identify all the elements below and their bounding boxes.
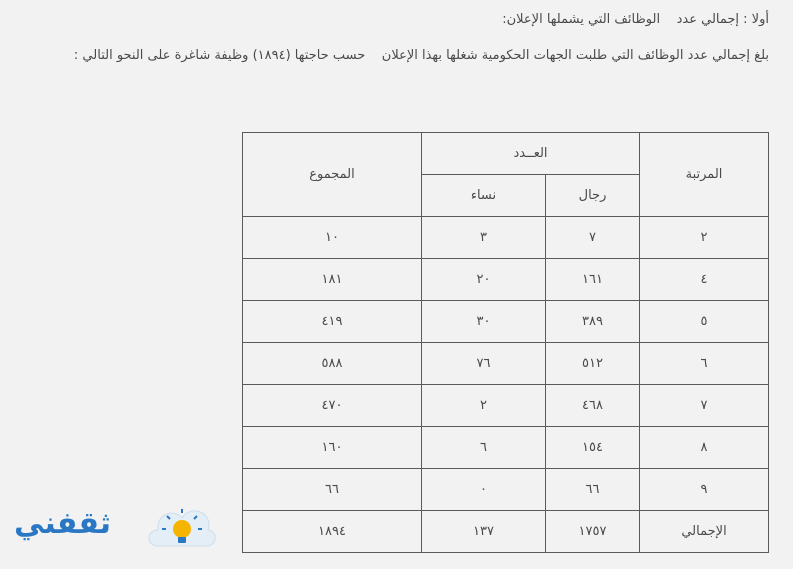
- site-logo[interactable]: [14, 500, 214, 560]
- table-row: [243, 469, 769, 511]
- cell-rank: ٥: [640, 301, 769, 343]
- totals-men: ١٧٥٧: [546, 511, 640, 553]
- cell-men: ٧: [546, 217, 640, 259]
- totals-total: ١٨٩٤: [243, 511, 422, 553]
- table-row: [243, 427, 769, 469]
- intro-paragraph: بلغ إجمالي عدد الوظائف التي طلبت الجهات الحكومية شغلها بهذا الإعلان حسب حاجتها (١٨٩٤) وظيفة شاغرة على النحو التالي :: [73, 48, 769, 63]
- cell-men: ٦٦: [546, 469, 640, 511]
- jobs-table: [242, 132, 769, 553]
- header-women: نساء: [422, 175, 546, 217]
- header-total: المجموع: [243, 133, 422, 217]
- totals-women: ١٣٧: [422, 511, 546, 553]
- totals-row: [243, 511, 769, 553]
- cell-rank: ٤: [640, 259, 769, 301]
- cell-total: ٤٧٠: [243, 385, 422, 427]
- totals-label: الإجمالي: [640, 511, 769, 553]
- section-heading: أولا : إجمالي عدد الوظائف التي يشملها الإعلان:: [502, 12, 769, 27]
- table-row: [243, 217, 769, 259]
- cell-total: ٥٨٨: [243, 343, 422, 385]
- cell-total: ٦٦: [243, 469, 422, 511]
- cell-women: ٢٠: [422, 259, 546, 301]
- table-row: [243, 301, 769, 343]
- cell-rank: ٨: [640, 427, 769, 469]
- lightbulb-icon: [144, 500, 218, 558]
- cell-total: ١٦٠: [243, 427, 422, 469]
- header-rank: المرتبة: [640, 133, 769, 217]
- cell-rank: ٦: [640, 343, 769, 385]
- cell-total: ١٠: [243, 217, 422, 259]
- cell-women: ٣٠: [422, 301, 546, 343]
- table-row: [243, 385, 769, 427]
- table-row: [243, 343, 769, 385]
- table-row: [243, 259, 769, 301]
- cell-men: ٥١٢: [546, 343, 640, 385]
- cell-rank: ٢: [640, 217, 769, 259]
- cell-men: ٣٨٩: [546, 301, 640, 343]
- logo-text: ثقفني: [14, 506, 112, 541]
- header-men: رجال: [546, 175, 640, 217]
- cell-women: ٢: [422, 385, 546, 427]
- cell-women: ٧٦: [422, 343, 546, 385]
- cell-total: ٤١٩: [243, 301, 422, 343]
- header-count: العــدد: [422, 133, 640, 175]
- cell-women: ٣: [422, 217, 546, 259]
- cell-rank: ٧: [640, 385, 769, 427]
- cell-total: ١٨١: [243, 259, 422, 301]
- cell-men: ١٥٤: [546, 427, 640, 469]
- cell-women: ٠: [422, 469, 546, 511]
- cell-men: ٤٦٨: [546, 385, 640, 427]
- cell-men: ١٦١: [546, 259, 640, 301]
- cell-women: ٦: [422, 427, 546, 469]
- cell-rank: ٩: [640, 469, 769, 511]
